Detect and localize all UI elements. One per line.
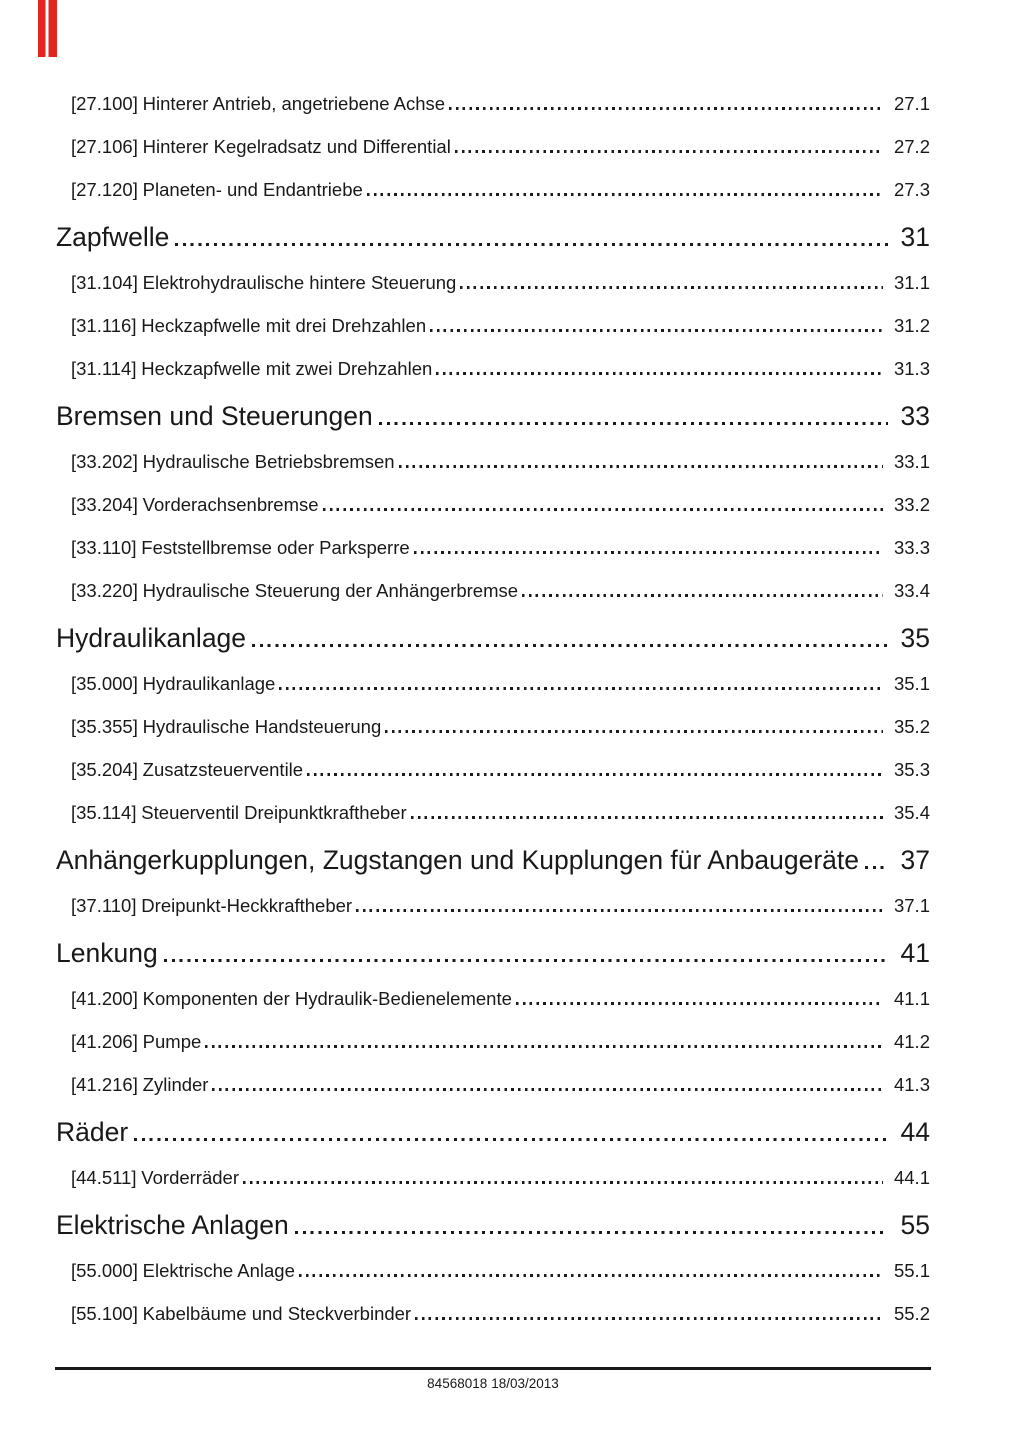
toc-entry-title: Hydraulische Steuerung der Anhängerbremse — [142, 580, 519, 601]
toc-entry-code: [35.204] — [71, 759, 138, 780]
toc-section-heading[interactable] — [56, 224, 930, 251]
toc-entry-page-number: 41.3 — [893, 1074, 930, 1095]
toc-entry-code: [41.206] — [71, 1031, 138, 1052]
toc-entry-title: Hinterer Antrieb, angetriebene Achse — [142, 93, 446, 114]
toc-section-page-number: 44 — [900, 1117, 930, 1147]
toc-section-title: Räder — [56, 1117, 129, 1147]
toc-entry[interactable] — [56, 317, 930, 335]
toc-section-page-number: 33 — [900, 401, 930, 431]
dot-leader — [212, 1088, 883, 1091]
toc-section-heading[interactable] — [56, 847, 930, 874]
dot-leader — [399, 465, 883, 468]
toc-section-title: Zapfwelle — [56, 222, 170, 252]
toc-entry-code: [27.100] — [71, 93, 138, 114]
toc-entry-title: Heckzapfwelle mit drei Drehzahlen — [141, 315, 427, 336]
toc-entry-code: [33.204] — [71, 494, 138, 515]
toc-entry[interactable] — [56, 1033, 930, 1051]
toc-entry-label — [71, 1033, 201, 1051]
toc-entry-title: Dreipunkt-Heckkraftheber — [141, 895, 353, 916]
toc-entry[interactable] — [56, 990, 930, 1008]
footer-doc-number: 84568018 — [427, 1376, 488, 1391]
toc-entry-code: [27.120] — [71, 179, 138, 200]
toc-entry[interactable] — [56, 582, 930, 600]
toc-entry-title: Pumpe — [142, 1031, 202, 1052]
toc-entry-code: [35.114] — [71, 802, 137, 823]
toc-entry[interactable] — [56, 718, 930, 736]
dot-leader — [279, 687, 883, 690]
toc-entry[interactable] — [56, 1262, 930, 1280]
dot-leader — [252, 644, 887, 647]
dot-leader — [205, 1045, 883, 1048]
toc-entry-label — [71, 360, 432, 378]
toc-entry-page-number: 27.1 — [893, 93, 930, 114]
toc-entry-page-number: 35.3 — [893, 759, 930, 780]
dot-leader — [455, 150, 883, 153]
toc-section-title: Bremsen und Steuerungen — [56, 401, 373, 431]
dot-leader — [516, 1002, 883, 1005]
toc-entry-label — [71, 718, 381, 736]
toc-entry-title: Planeten- und Endantriebe — [142, 179, 363, 200]
toc-entry-label — [71, 496, 319, 514]
toc-entry-label — [71, 1262, 295, 1280]
toc-section-page-number: 37 — [900, 845, 930, 875]
dot-leader — [865, 866, 887, 869]
toc-entry[interactable] — [56, 1076, 930, 1094]
toc-entry-title: Vorderräder — [141, 1167, 239, 1188]
toc-section-page-number: 31 — [900, 222, 930, 252]
toc-section-heading[interactable] — [56, 940, 930, 967]
dot-leader — [164, 959, 888, 962]
toc-entry-code: [33.220] — [71, 580, 138, 601]
toc-entry-title: Elektrische Anlage — [142, 1260, 295, 1281]
toc-entry-code: [37.110] — [71, 895, 137, 916]
toc-entry-page-number: 35.1 — [893, 673, 930, 694]
toc-entry-title: Hydraulische Handsteuerung — [142, 716, 382, 737]
toc-entry[interactable] — [56, 95, 930, 113]
toc-entry[interactable] — [56, 1305, 930, 1323]
footer-rule — [55, 1367, 931, 1370]
toc-entry-title: Vorderachsenbremse — [142, 494, 319, 515]
dot-leader — [307, 773, 883, 776]
dot-leader — [134, 1138, 887, 1141]
toc-entry-label — [71, 274, 456, 292]
footer-date: 18/03/2013 — [491, 1376, 559, 1391]
dot-leader — [522, 594, 883, 597]
toc-entry-label — [71, 539, 410, 557]
dot-leader — [436, 372, 883, 375]
toc-entry-page-number: 44.1 — [893, 1167, 930, 1188]
toc-entry[interactable] — [56, 496, 930, 514]
dot-leader — [385, 730, 883, 733]
toc-entry-label — [71, 453, 395, 471]
toc-entry-title: Elektrohydraulische hintere Steuerung — [142, 272, 457, 293]
toc-entry-title: Feststellbremse oder Parksperre — [141, 537, 410, 558]
toc-entry-page-number: 33.4 — [893, 580, 930, 601]
toc-entry-page-number: 55.1 — [893, 1260, 930, 1281]
toc-entry-page-number: 37.1 — [893, 895, 930, 916]
toc-entry-label — [71, 1076, 208, 1094]
toc-entry-label — [71, 761, 303, 779]
toc-entry-page-number: 33.2 — [893, 494, 930, 515]
dot-leader — [175, 243, 887, 246]
toc-entry-label — [71, 990, 512, 1008]
toc-entry-code: [41.216] — [71, 1074, 138, 1095]
toc-entry-label — [71, 804, 407, 822]
toc-entry-title: Hydraulische Betriebsbremsen — [142, 451, 395, 472]
toc-entry-label — [71, 897, 352, 915]
toc-entry[interactable] — [56, 360, 930, 378]
toc-entry[interactable] — [56, 274, 930, 292]
dot-leader — [411, 816, 883, 819]
toc-entry-label — [71, 1305, 411, 1323]
toc-entry-page-number: 31.2 — [893, 315, 930, 336]
toc-entry-page-number: 41.1 — [893, 988, 930, 1009]
toc-section-page-number: 41 — [900, 938, 930, 968]
dot-leader — [243, 1181, 883, 1184]
dot-leader — [414, 551, 883, 554]
toc-entry-title: Komponenten der Hydraulik-Bedienelemente — [142, 988, 512, 1009]
dot-leader — [460, 286, 883, 289]
toc-entry[interactable] — [56, 181, 930, 199]
toc-entry-label — [71, 317, 426, 335]
toc-entry[interactable] — [56, 675, 930, 693]
toc-entry-code: [41.200] — [71, 988, 138, 1009]
toc-entry-page-number: 33.1 — [893, 451, 930, 472]
dot-leader — [299, 1274, 883, 1277]
toc-section-title: Lenkung — [56, 938, 158, 968]
toc-entry-title: Kabelbäume und Steckverbinder — [142, 1303, 412, 1324]
toc-section-title: Anhängerkupplungen, Zugstangen und Kupplungen für Anbaugeräte — [56, 845, 860, 875]
toc-entry-page-number: 27.2 — [893, 136, 930, 157]
toc-section-page-number: 35 — [900, 623, 930, 653]
toc-entry[interactable] — [56, 453, 930, 471]
toc-entry-page-number: 35.2 — [893, 716, 930, 737]
toc-section-heading[interactable] — [56, 1212, 930, 1239]
toc-entry-title: Zusatzsteuerventile — [142, 759, 304, 780]
dot-leader — [356, 909, 883, 912]
toc-entry-code: [31.104] — [71, 272, 138, 293]
toc-section-heading[interactable] — [56, 1119, 930, 1146]
toc-entry-code: [55.000] — [71, 1260, 138, 1281]
toc-entry[interactable] — [56, 539, 930, 557]
toc-entry-code: [31.116] — [71, 315, 137, 336]
toc-entry-title: Heckzapfwelle mit zwei Drehzahlen — [141, 358, 433, 379]
toc-section-heading[interactable] — [56, 403, 930, 430]
toc-entry-label — [71, 1169, 239, 1187]
toc-entry-label — [71, 675, 275, 693]
toc-entry-page-number: 41.2 — [893, 1031, 930, 1052]
toc-entry-title: Steuerventil Dreipunktkraftheber — [141, 802, 407, 823]
dot-leader — [449, 107, 883, 110]
toc-section-title: Elektrische Anlagen — [56, 1210, 289, 1240]
toc-entry-page-number: 27.3 — [893, 179, 930, 200]
toc-entry-code: [33.202] — [71, 451, 138, 472]
toc-entry-code: [35.355] — [71, 716, 138, 737]
dot-leader — [379, 422, 888, 425]
toc-entry-page-number: 33.3 — [893, 537, 930, 558]
toc-entry-label — [71, 582, 518, 600]
toc-entry-title: Zylinder — [142, 1074, 209, 1095]
dot-leader — [430, 329, 883, 332]
bookmark-ribbon-icon[interactable] — [38, 0, 57, 57]
toc-entry-page-number: 31.3 — [893, 358, 930, 379]
toc-entry[interactable] — [56, 761, 930, 779]
toc-entry-label — [71, 138, 451, 156]
toc-entry-page-number: 31.1 — [893, 272, 930, 293]
toc-entry[interactable] — [56, 897, 930, 915]
toc-list — [56, 95, 930, 1348]
toc-entry-code: [35.000] — [71, 673, 138, 694]
dot-leader — [367, 193, 883, 196]
toc-section-title: Hydraulikanlage — [56, 623, 247, 653]
page-footer — [55, 1376, 931, 1392]
toc-entry-label — [71, 95, 445, 113]
toc-entry-title: Hinterer Kegelradsatz und Differential — [142, 136, 451, 157]
toc-section-heading[interactable] — [56, 625, 930, 652]
toc-entry-title: Hydraulikanlage — [142, 673, 276, 694]
toc-entry-code: [44.511] — [71, 1167, 137, 1188]
toc-entry-code: [33.110] — [71, 537, 137, 558]
toc-entry[interactable] — [56, 1169, 930, 1187]
toc-section-page-number: 55 — [900, 1210, 930, 1240]
toc-entry-page-number: 35.4 — [893, 802, 930, 823]
toc-entry-page-number: 55.2 — [893, 1303, 930, 1324]
dot-leader — [295, 1231, 888, 1234]
toc-entry[interactable] — [56, 138, 930, 156]
toc-entry-code: [31.114] — [71, 358, 137, 379]
dot-leader — [415, 1317, 883, 1320]
toc-entry[interactable] — [56, 804, 930, 822]
toc-entry-code: [55.100] — [71, 1303, 138, 1324]
toc-entry-code: [27.106] — [71, 136, 138, 157]
dot-leader — [323, 508, 883, 511]
toc-entry-label — [71, 181, 363, 199]
